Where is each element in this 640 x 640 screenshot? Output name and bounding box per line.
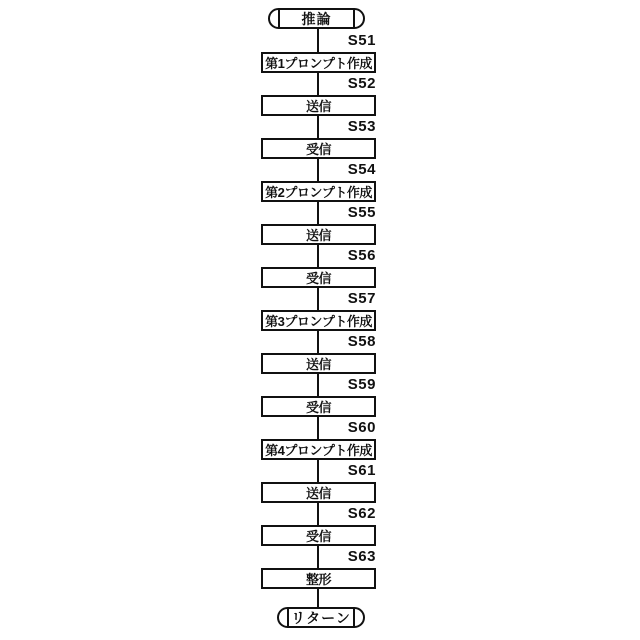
step-s52 — [261, 76, 376, 116]
step-id-label: S54 — [347, 161, 376, 178]
step-s51 — [261, 33, 376, 73]
step-id-label: S60 — [347, 419, 376, 436]
step-id-label: S56 — [347, 247, 376, 264]
process-box-label: 第3プロンプト作成 — [265, 314, 372, 329]
process-box-label: 送信 — [305, 357, 331, 372]
step-id-label: S59 — [347, 376, 376, 393]
step-s62 — [261, 506, 376, 546]
step-id-label: S58 — [347, 333, 376, 350]
process-box — [261, 138, 376, 159]
terminal-cap-line — [353, 9, 355, 28]
process-box — [261, 181, 376, 202]
end-terminal-label: リターン — [291, 609, 351, 626]
start-terminal — [268, 8, 365, 29]
step-s59 — [261, 377, 376, 417]
process-box — [261, 310, 376, 331]
process-box-label: 受信 — [305, 400, 331, 415]
step-id-label: S62 — [347, 505, 376, 522]
process-box-label: 第1プロンプト作成 — [265, 56, 372, 71]
step-s58 — [261, 334, 376, 374]
process-box-label: 送信 — [305, 99, 331, 114]
process-box — [261, 353, 376, 374]
process-box — [261, 267, 376, 288]
step-id-label: S52 — [347, 75, 376, 92]
process-box — [261, 52, 376, 73]
process-box-label: 第4プロンプト作成 — [265, 443, 372, 458]
process-box — [261, 568, 376, 589]
process-box-label: 受信 — [305, 271, 331, 286]
process-box — [261, 525, 376, 546]
process-box — [261, 95, 376, 116]
process-box-label: 送信 — [305, 228, 331, 243]
step-s57 — [261, 291, 376, 331]
step-s53 — [261, 119, 376, 159]
step-id-label: S61 — [347, 462, 376, 479]
process-box-label: 受信 — [305, 529, 331, 544]
terminal-cap-line — [278, 9, 280, 28]
process-box-label: 整形 — [305, 572, 331, 587]
step-s56 — [261, 248, 376, 288]
process-box-label: 第2プロンプト作成 — [265, 185, 372, 200]
process-box — [261, 224, 376, 245]
step-id-label: S51 — [347, 32, 376, 49]
step-s63 — [261, 549, 376, 589]
start-terminal-label: 推論 — [301, 10, 332, 27]
step-s54 — [261, 162, 376, 202]
process-box-label: 送信 — [305, 486, 331, 501]
step-s61 — [261, 463, 376, 503]
end-terminal — [277, 607, 365, 628]
step-s55 — [261, 205, 376, 245]
step-s60 — [261, 420, 376, 460]
process-box-label: 受信 — [305, 142, 331, 157]
step-id-label: S53 — [347, 118, 376, 135]
step-id-label: S63 — [347, 548, 376, 565]
process-box — [261, 396, 376, 417]
terminal-cap-line — [353, 608, 355, 627]
step-id-label: S57 — [347, 290, 376, 307]
process-box — [261, 439, 376, 460]
process-box — [261, 482, 376, 503]
step-id-label: S55 — [347, 204, 376, 221]
